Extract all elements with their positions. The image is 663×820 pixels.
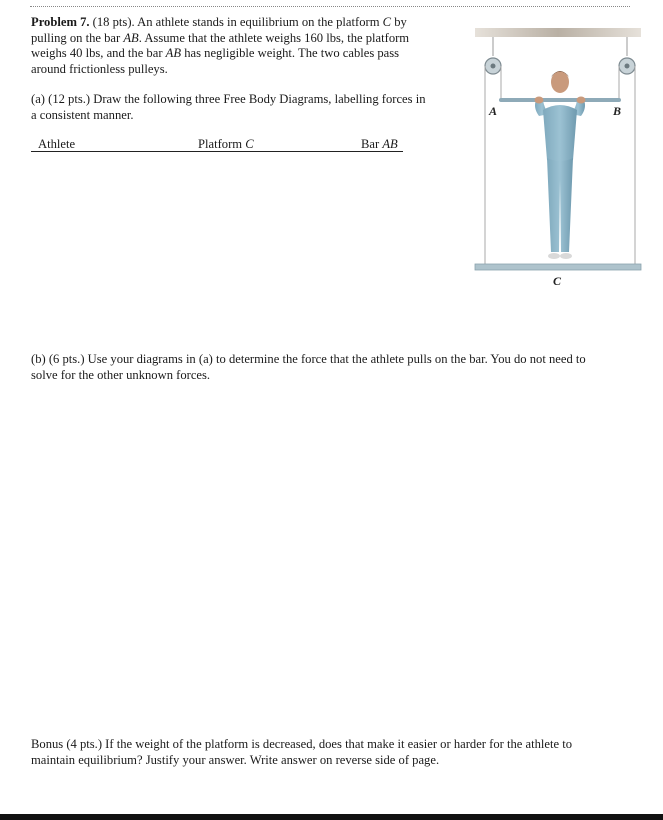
label-b: B [613,104,622,118]
athlete-torso [543,105,577,163]
athlete-illustration [473,20,643,290]
fbd-label-athlete: Athlete [38,137,76,151]
bar-ab [499,98,621,102]
bonus-line: maintain equilibrium? Justify your answer. Write answer on reverse side of page. [31,752,440,767]
fbd-labels-row [31,137,411,155]
fbd-label-platform: Platform C [198,137,254,151]
label-c: C [553,274,562,288]
athlete-head [551,71,569,93]
athlete-figure [473,20,643,290]
part-b-line: (b) (6 pts.) Use your diagrams in (a) to determine the force that the athlete pulls on the bar. You do not need to [31,352,586,366]
problem-line: weighs 40 lbs, and the bar AB has negligible weight. The two cables pass [31,46,400,61]
bonus-line: Bonus (4 pts.) If the weight of the platform is decreased, does that make it easier or harder for the athlete to [31,737,572,751]
problem-line: around frictionless pulleys. [31,61,168,76]
fbd-label-bar: Bar AB [361,137,398,151]
problem-line: Problem 7. (18 pts). An athlete stands in equilibrium on the platform C by [31,15,407,29]
bonus-prompt [31,737,631,768]
label-a: A [489,104,498,118]
part-a-prompt [31,92,461,123]
part-a-line: a consistent manner. [31,107,134,122]
platform-c [475,264,641,270]
part-b-prompt [31,352,631,383]
part-b-line: solve for the other unknown forces. [31,367,211,382]
page-bottom-edge [0,814,663,820]
top-divider [30,6,630,7]
ceiling [475,28,641,37]
part-a-line: (a) (12 pts.) Draw the following three Free Body Diagrams, labelling forces in [31,92,426,106]
athlete-legs [547,158,573,252]
problem-statement [31,15,451,77]
problem-line: pulling on the bar AB. Assume that the athlete weighs 160 lbs, the platform [31,30,410,45]
